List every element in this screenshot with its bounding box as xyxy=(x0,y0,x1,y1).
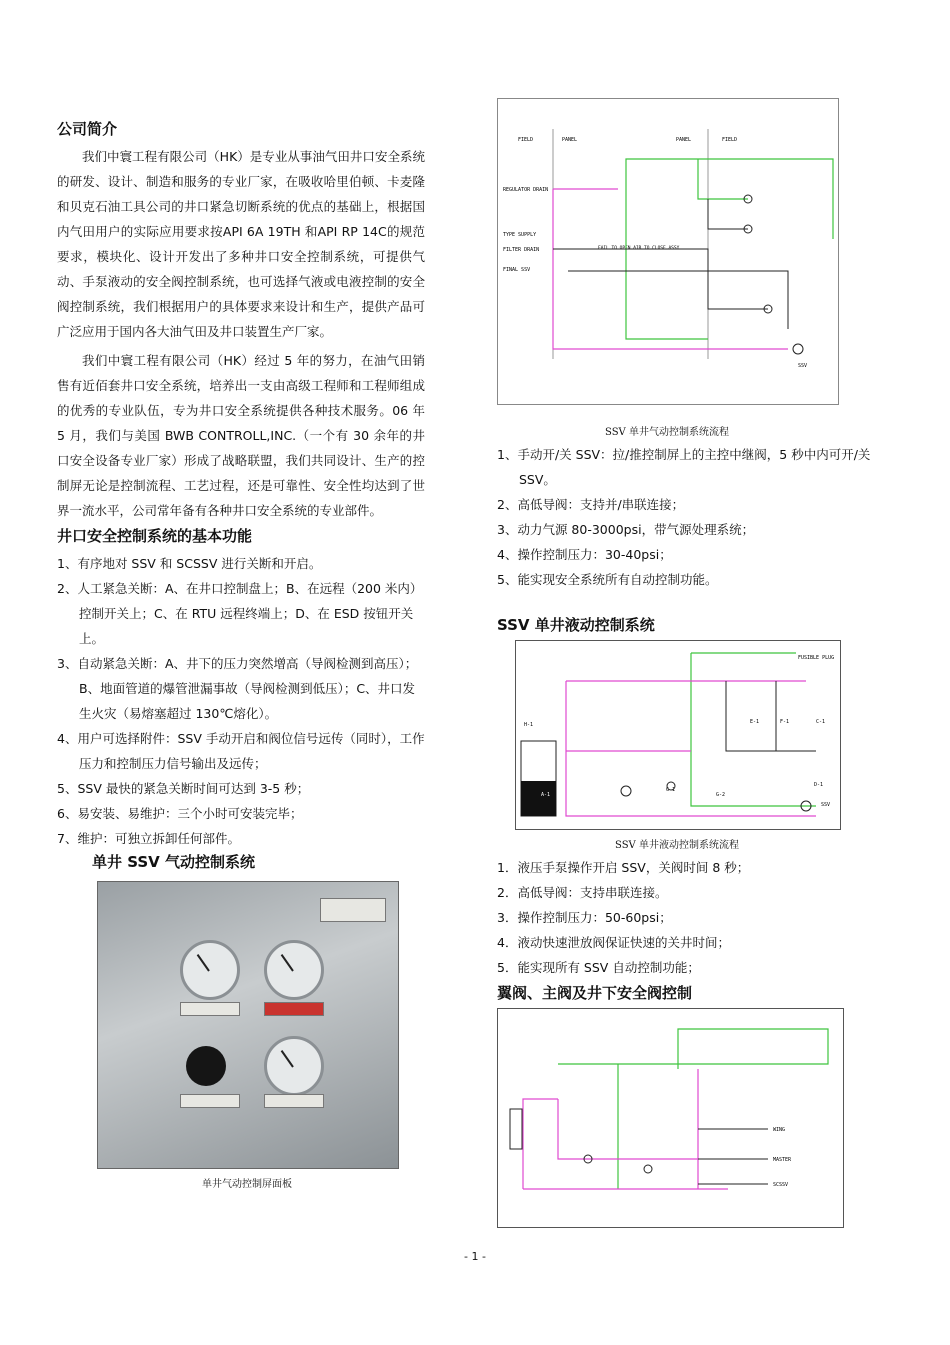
list-item: 3．操作控制压力：50-60psi； xyxy=(497,910,672,925)
diagram-label: SCSSV xyxy=(773,1182,789,1188)
hydraulic-flow-diagram xyxy=(515,640,841,830)
gauge-icon xyxy=(180,940,240,1000)
diagram-svg xyxy=(498,1009,843,1227)
diagram-label: PANEL xyxy=(562,137,578,143)
pneumatic-flow-diagram xyxy=(497,98,839,405)
list-item: 5、能实现安全系统所有自动控制功能。 xyxy=(497,572,718,587)
gauge-icon xyxy=(621,786,631,796)
green-line xyxy=(558,1029,828,1069)
pump-icon xyxy=(521,781,556,816)
black-line xyxy=(568,271,788,329)
label-plate-red xyxy=(264,1002,324,1016)
functions-heading: 井口安全控制系统的基本功能 xyxy=(57,527,253,545)
diagram-label: PANEL xyxy=(676,137,692,143)
black-line xyxy=(726,681,776,751)
list-item: 5、SSV 最快的紧急关断时间可达到 3-5 秒； xyxy=(57,781,310,796)
diagram-label: FUSIBLE PLUG xyxy=(798,655,835,661)
diagram-label: REGULATOR DRAIN xyxy=(503,187,549,193)
hydraulic-heading: SSV 单井液动控制系统 xyxy=(497,616,655,634)
diagram-label: WING xyxy=(773,1127,786,1133)
diagram-label: G-1 xyxy=(666,787,676,793)
reservoir-icon xyxy=(510,1109,522,1149)
wing-master-flow-diagram xyxy=(497,1008,844,1228)
list-item: 2、高低导阀：支持并/串联连接； xyxy=(497,497,685,512)
black-line xyxy=(553,249,768,309)
label-plate xyxy=(180,1002,240,1016)
right-column xyxy=(497,98,882,1228)
diagram-label: FINAL SSV xyxy=(503,267,531,273)
fig1-caption: SSV 单井气动控制系统流程 xyxy=(605,427,729,438)
list-item: 3、自动紧急关断：A、井下的压力突然增高（导阀检测到高压）；B、地面管道的爆管泄漏事故（导阀检测到低压）；C、井口发生火灾（易熔塞超过 130℃熔化）。 xyxy=(57,656,418,721)
diagram-label: D-1 xyxy=(814,782,824,788)
intro-paragraph-2: 我们中寰工程有限公司（HK）经过 5 年的努力，在油气田销售有近佰套井口安全系统，培养出一支由高级工程师和工程师组成的优秀的专业队伍，专为井口安全系统提供各种技术服务。06 年 5 月，我们与美国 BWB CONTROLL,INC.（一个有 30 余年的井口安全设备专业厂家）形成了战略联盟，我们共同设计、生产的控制屏无论是控制流程、工艺过程，还是可靠性、安全性均达到了世界一流水平，公司常年备有各种井口安全系统的专业部件。 xyxy=(57,353,425,518)
label-plate xyxy=(264,1094,324,1108)
label-plate xyxy=(180,1094,240,1108)
diagram-label: SSV xyxy=(798,363,808,369)
diagram-label: FIELD xyxy=(722,137,738,143)
list-item: 3、动力气源 80-3000psi，带气源处理系统； xyxy=(497,522,755,537)
diagram-label: A-1 xyxy=(541,792,551,798)
functions-list xyxy=(57,551,425,851)
list-item: 7、维护：可独立拆卸任何部件。 xyxy=(57,831,240,846)
gauge-icon xyxy=(264,1036,324,1096)
panel-caption: 单井气动控制屏面板 xyxy=(202,1179,292,1190)
diagram-label: FAIL TO OPEN AIR TO CLOSE ASSY xyxy=(598,246,680,251)
list-item: 2、人工紧急关断：A、在井口控制盘上；B、在远程（200 米内）控制开关上；C、在 RTU 远程终端上；D、在 ESD 按钮开关上。 xyxy=(57,581,423,646)
diagram-label: FIELD xyxy=(518,137,534,143)
control-panel-photo xyxy=(97,881,399,1169)
list-item: 2．高低导阀：支持串联连接。 xyxy=(497,885,668,900)
green-line xyxy=(691,653,816,806)
pneumatic-heading: 单井 SSV 气动控制系统 xyxy=(92,853,255,871)
diagram-label: C-1 xyxy=(816,719,826,725)
list-item: 4、操作控制压力：30-40psi； xyxy=(497,547,672,562)
magenta-line xyxy=(523,1099,558,1189)
diagram-label: MASTER xyxy=(773,1157,792,1163)
magenta-line xyxy=(553,189,788,349)
list-item: 1、手动开/关 SSV：拉/推控制屏上的主控中继阀，5 秒中内可开/关 SSV。 xyxy=(497,447,871,487)
diagram-svg xyxy=(516,641,840,829)
page-number: - 1 - xyxy=(464,1250,486,1263)
green-line xyxy=(698,159,748,199)
intro-heading: 公司简介 xyxy=(57,120,118,138)
diagram-label: SSV xyxy=(821,802,831,808)
intro-paragraph-1: 我们中寰工程有限公司（HK）是专业从事油气田井口安全系统的研发、设计、制造和服务的专业厂家，在吸收哈里伯顿、卡麦隆和贝克石油工具公司的井口紧急切断系统的优点的基础上，根据国内气田用户的实际应用要求按API 6A 19TH 和API RP 14C的规范要求，模块化、设计开发出了多种井口安全控制系统，可提供气动、手泵液动的安全阀控制系统，也可选择气液或电液控制的安全阀控制系统，我们根据用户的具体要求来设计和生产，提供产品可广泛应用于国内各大油气田及井口装置生产厂家。 xyxy=(57,149,425,339)
fig2-caption: SSV 单井液动控制系统流程 xyxy=(615,840,739,851)
list-item: 1．液压手泵操作开启 SSV，关阀时间 8 秒； xyxy=(497,860,750,875)
left-column xyxy=(57,118,425,1190)
black-line xyxy=(708,199,748,229)
green-line xyxy=(626,169,708,339)
diagram-label: TYPE SUPPLY xyxy=(503,232,537,238)
wing-heading: 翼阀、主阀及井下安全阀控制 xyxy=(497,984,693,1002)
control-knob-icon xyxy=(186,1046,226,1086)
valve-icon xyxy=(793,344,803,354)
gauge-icon xyxy=(264,940,324,1000)
diagram-svg xyxy=(498,99,838,404)
nameplate xyxy=(320,898,386,922)
list-item: 5．能实现所有 SSV 自动控制功能； xyxy=(497,960,700,975)
gauge-icon xyxy=(644,1165,652,1173)
diagram-label: FILTER DRAIN xyxy=(503,247,540,253)
diagram-label: H-1 xyxy=(524,722,534,728)
diagram-label: G-2 xyxy=(716,792,726,798)
list-item: 6、易安装、易维护：三个小时可安装完毕； xyxy=(57,806,303,821)
pneumatic-features-list xyxy=(497,442,882,592)
list-item: 1、有序地对 SSV 和 SCSSV 进行关断和开启。 xyxy=(57,556,322,571)
diagram-label: E-1 xyxy=(750,719,760,725)
hydraulic-features-list xyxy=(497,855,882,980)
list-item: 4．液动快速泄放阀保证快速的关井时间； xyxy=(497,935,730,950)
diagram-label: F-1 xyxy=(780,719,790,725)
magenta-line xyxy=(558,1099,698,1159)
list-item: 4、用户可选择附件：SSV 手动开启和阀位信号远传（同时），工作压力和控制压力信号输出及远传； xyxy=(57,731,425,771)
